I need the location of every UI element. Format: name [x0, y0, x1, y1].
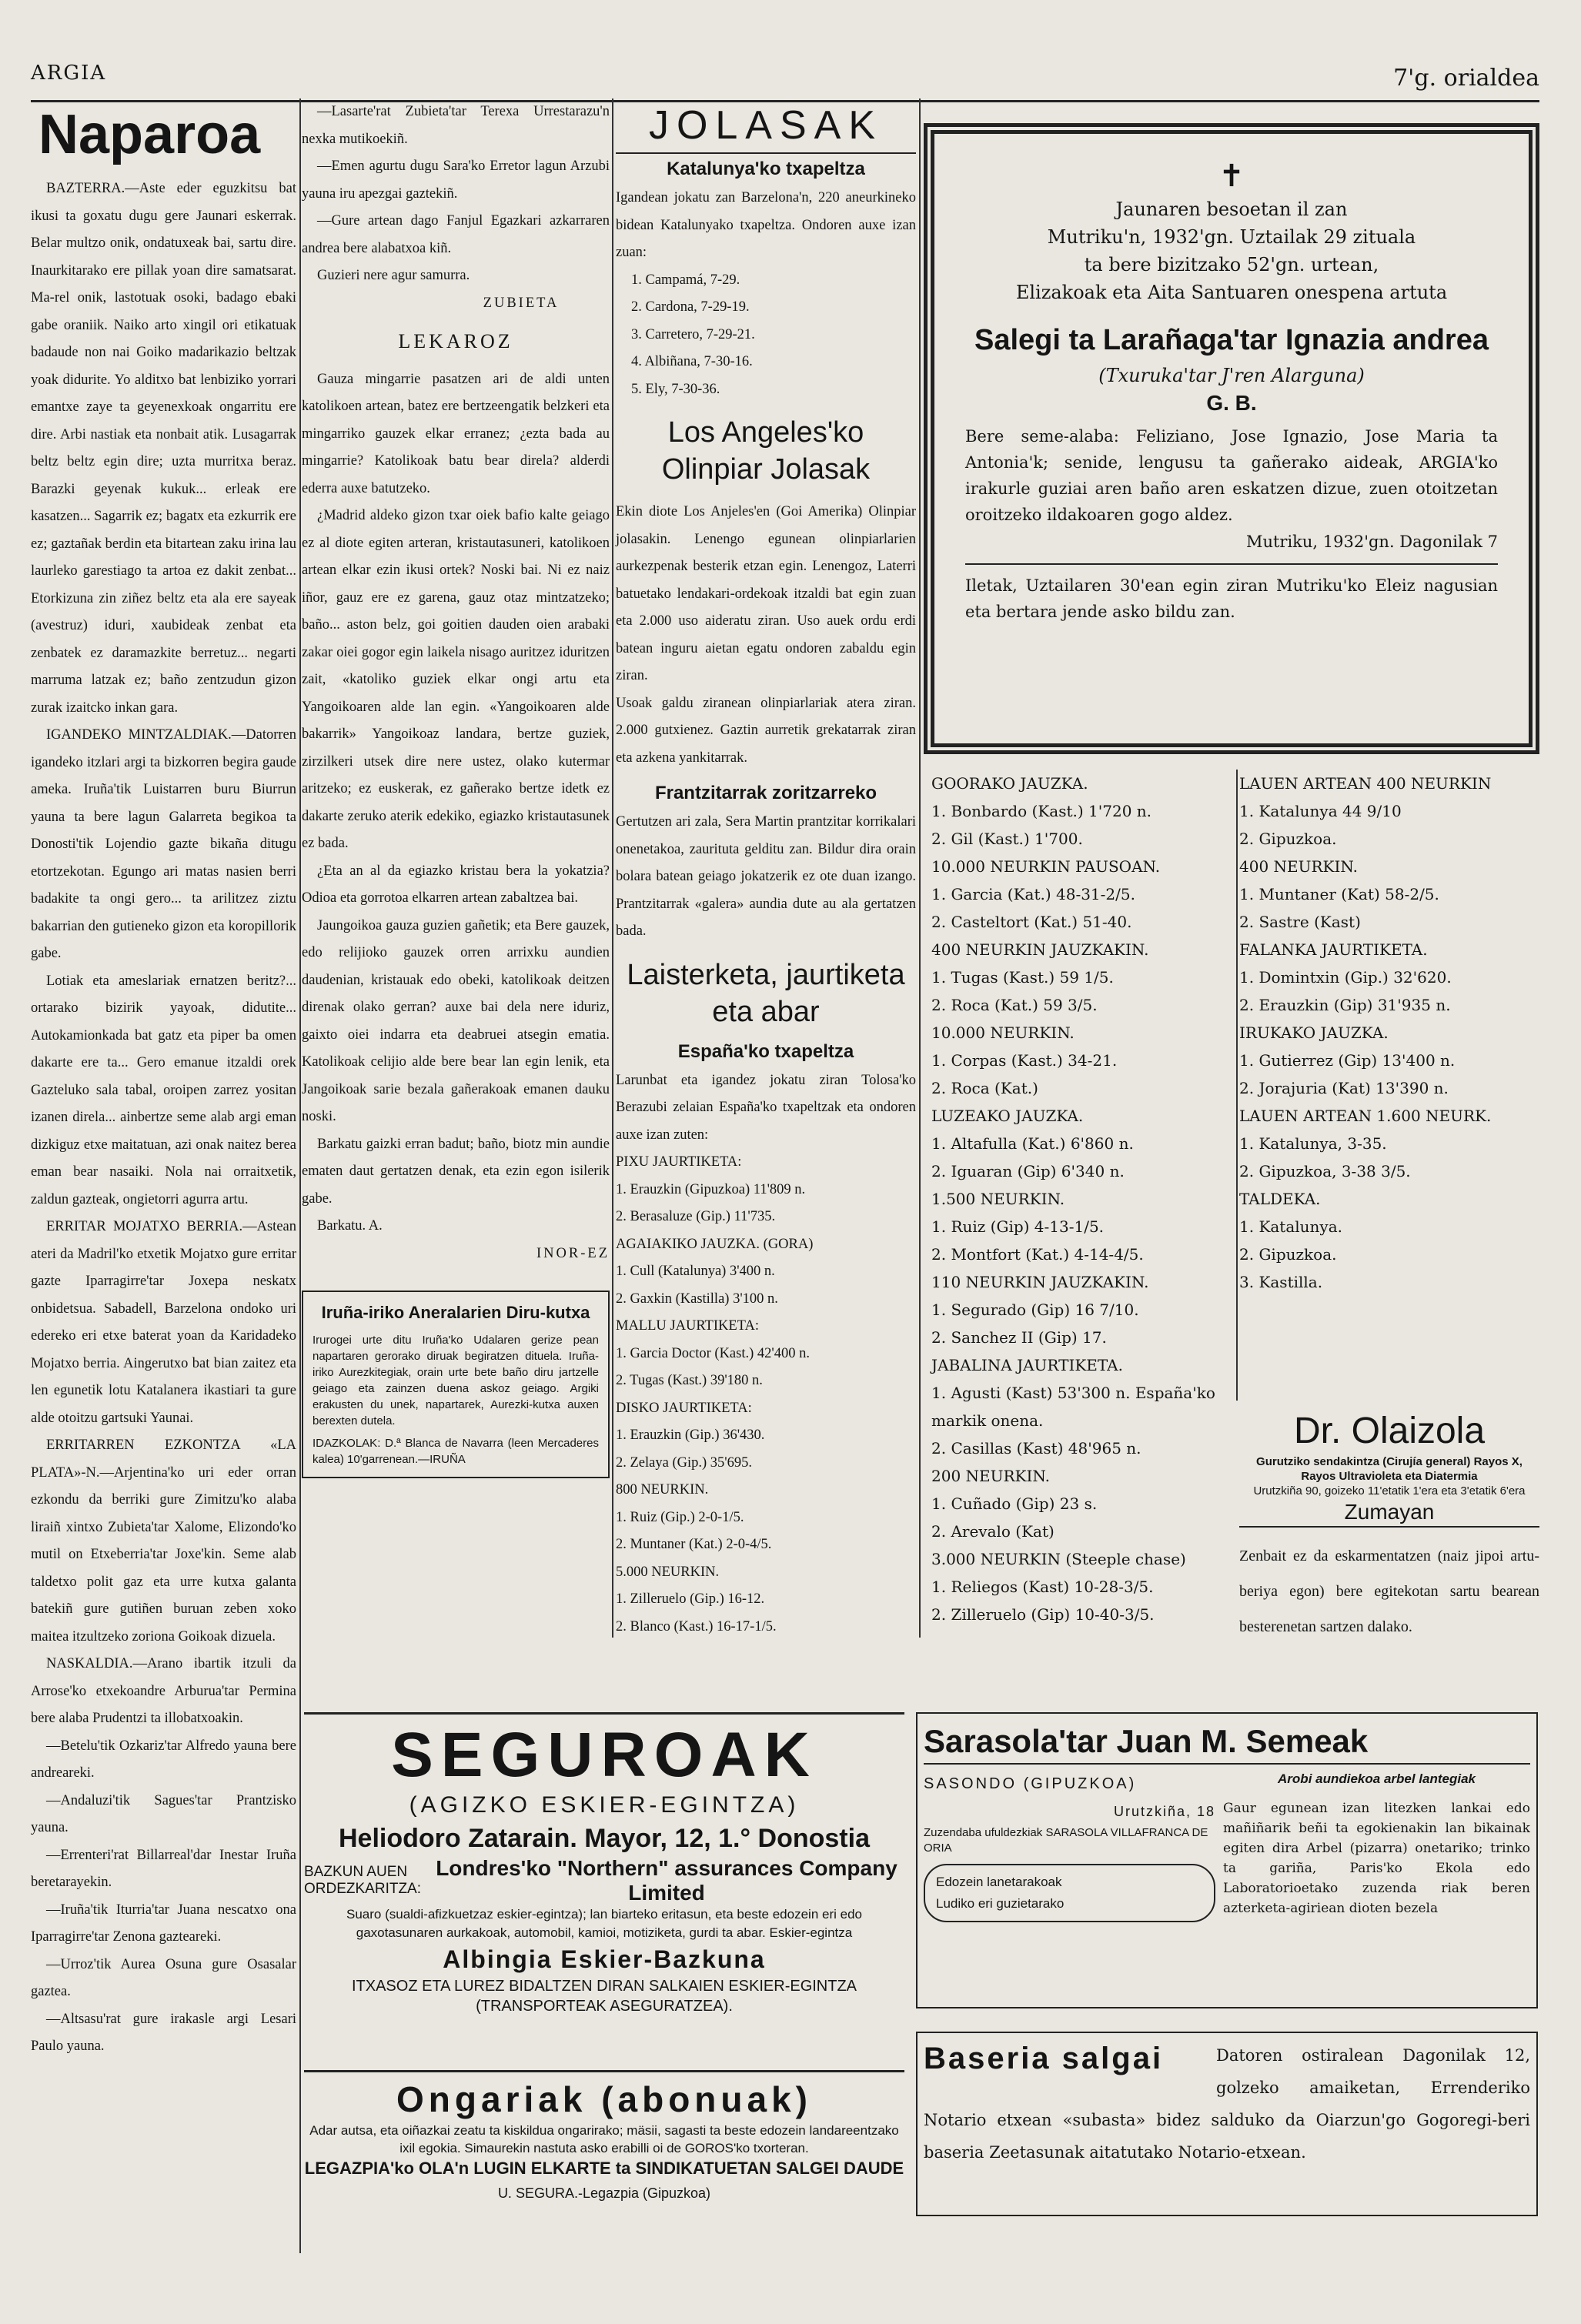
ad-agent: Heliodoro Zatarain. Mayor, 12, 1.° Donostia	[339, 1824, 870, 1853]
ad-title: SEGUROAK	[391, 1720, 817, 1790]
memorial-line: Elizakoak eta Aita Santuaren onespena artuta	[1015, 282, 1448, 303]
subheading: Los Angeles'ko Olinpiar Jolasak	[661, 416, 871, 486]
result-line: FALANKA JAURTIKETA.	[1239, 940, 1428, 959]
section-title: Naparoa	[38, 104, 261, 165]
result-line: 1. Erauzkin (Gipuzkoa) 11'809 n.	[616, 1181, 806, 1197]
ad-subtitle: (AGIZKO ESKIER-EGINTZA)	[409, 1792, 800, 1818]
ad-body: Datoren ostiralean Dagonilak 12, golzeko amaiketan, Errenderiko Notario etxean «subasta» bidez salduko da Oiarzun'go Gogoregi-beri baseria Zeetasunak aitatutako Notario-etxean.	[924, 2046, 1530, 2162]
box-text: Irurogei urte ditu Iruña'ko Udalaren gerize pean napartaren gerorako diruak begiratzen dituela. Iruña-iriko Aurezkitegiak, orain urte bete baño diru jartzelle geiago eta zainzen duena askoz geiago. Argiki erakusten du unek, napartarek, Aurezki-kutxa auxen berexten dutela.	[313, 1334, 599, 1427]
paragraph: —Betelu'tik Ozkariz'tar Alfredo yauna bere andreareki.	[31, 1738, 296, 1781]
result-line: 3. Kastilla.	[1239, 1273, 1323, 1291]
result-line: 2. Sastre (Kast)	[1239, 913, 1361, 931]
result-line: 1. Erauzkin (Gip.) 36'430.	[616, 1427, 765, 1443]
result-line: 10.000 NEURKIN PAUSOAN.	[931, 857, 1161, 876]
result-line: 1. Garcia (Kat.) 48-31-2/5.	[931, 885, 1135, 903]
result-line: JABALINA JAURTIKETA.	[931, 1356, 1123, 1374]
results-left	[931, 770, 1232, 1628]
result-line: 2. Zilleruelo (Gip) 10-40-3/5.	[931, 1605, 1155, 1624]
result-line: 1. Bonbardo (Kast.) 1'720 n.	[931, 802, 1152, 820]
result-line: 1. Altafulla (Kat.) 6'860 n.	[931, 1134, 1134, 1153]
cross-icon: ✝	[1218, 159, 1245, 194]
result-line: 2. Montfort (Kat.) 4-14-4/5.	[931, 1245, 1144, 1264]
result-line: AGAIAKIKO JAUZKA. (GORA)	[616, 1236, 814, 1252]
result-line: LAUEN ARTEAN 1.600 NEURK.	[1239, 1107, 1492, 1125]
deceased-name: Salegi ta Larañaga'tar Ignazia andrea	[974, 324, 1489, 356]
ad-footer: ITXASOZ ETA LUREZ BIDALTZEN DIRAN SALKAIEN ESKIER-EGINTZA (TRANSPORTEAK ASEGURATZEA).	[351, 1978, 857, 2015]
result-line: 400 NEURKIN JAUZKAKIN.	[931, 940, 1149, 959]
result-line: 1. Segurado (Gip) 16 7/10.	[931, 1301, 1139, 1319]
deceased-subtitle: (Txuruka'tar J'ren Alarguna)	[1098, 365, 1365, 386]
article-body	[302, 366, 610, 1240]
subheading: España'ko txapeltza	[677, 1040, 854, 1062]
ad-ribbon	[924, 1864, 1215, 1922]
ad-title: Dr. Olaizola	[1293, 1411, 1486, 1451]
result-line: 2. Berasaluze (Gip.) 11'735.	[616, 1209, 776, 1224]
result-line: 1. Katalunya.	[1239, 1217, 1343, 1236]
paragraph: Igandean jokatu zan Barzelona'n, 220 aneurkineko bidean Katalunyako txapeltza. Ondoren auxe izan zuan:	[616, 190, 916, 260]
ad-city: Zumayan	[1239, 1498, 1539, 1528]
ad-street: Urutzkiña, 18	[1113, 1803, 1216, 1819]
paragraph: BAZTERRA.—Aste eder eguzkitsu bat ikusi ta goxatu dugu gere Jaunari eskerrak. Belar multzo onik, ondatuxeak bai, sartu dire. Inaurkitarako ere pillak yoan dire samatsarat. Ma-rel onik, lastotuak osoki, badago ebaki gabe oraniik. Naiko arto xingil ori etikatuak badaude non nai Goiko madarikazio beltzak yoak didurite. Yo alditxo bat lenbiziko yorrari emantxe zaye ta geyenexkoak ongarritu ere dire. Arbi nastiak eta nonbait atik. Lusagarrak beltz beltz egin dire; uzta murritxa beraz. Barazki geyenak kukuk... erleak ere kasatzen... Sagarrik ez; bagatx eta ezkurrik ere ez; gaztañak berdin eta bitartean zaku irina lau laurleko garestiago ta artoa ez dakit zenbat... Etorkizuna zin ziñez beltz eta ala ere sayeak (avestruz) iduri, xaubideak zenbat eta zenbatek ez daramazkite berretuz... negarti marruma latzak ez; baño zentzudun gizon zurak izaitcko inkan gara.	[31, 181, 296, 716]
ad-baseria	[916, 2032, 1538, 2216]
ad-ribbon-1: Edozein lanetarakoak	[936, 1875, 1062, 1889]
paragraph: Usoak galdu ziranean olinpiarlariak atera ziran. 2.000 gutxienez. Gaztin aurretik grekatarrak ziran eta azkena yankitarrak.	[616, 695, 916, 766]
ad-right	[1223, 1771, 1530, 1922]
result-line: 200 NEURKIN.	[931, 1467, 1050, 1485]
ad-desc: Suaro (sualdi-afizkuetzaz eskier-egintza); lan biarteko eritasun, eta beste edozein eri edo gaxotasunaren aurkakoak, automobil, kamioi, motiziketa, gurdi ta abar. Eskier-egintza	[346, 1907, 862, 1940]
box-address: IDAZKOLAK: D.ª Blanca de Navarra (leen Mercaderes kalea) 10'garrenean.—IRUÑA	[313, 1437, 599, 1466]
paragraph: Ekin diote Los Anjeles'en (Goi Amerika) Olinpiar jolasakin. Lenengo egunean olinpiarlarien aurkezpenak besterik etzan egin. Lenengoz, Laterri batuetako lendakari-ordekoak itzaldi bat egin zuan eta 2.000 uso aideratu ziran. Uso auek ordu erdi batean inguru aietan egatu ondoren zabaldu egin ziran.	[616, 504, 916, 683]
result-line: 1. Reliegos (Kast) 10-28-3/5.	[931, 1578, 1154, 1596]
result-line: 1. Zilleruelo (Gip.) 16-12.	[616, 1591, 765, 1607]
paragraph: —Gure artean dago Fanjul Egazkari azkarraren andrea bere alabatxoa kiñ.	[302, 213, 610, 256]
ad-right-body: Gaur egunean izan litezken lankai edo mañiñarik beñi ta egokienakin lan bikainak egiten dira Arbel (pizarra) onetariko; trinko ta gariña, Paris'ko Ekola edo Laboratorioetako zuzenda riak beren azterketa-agiriean dioten bezela	[1223, 1801, 1530, 1916]
ad-company-row	[304, 1856, 904, 1905]
result-line: 2. Tugas (Kast.) 39'180 n.	[616, 1373, 763, 1388]
result-line: 1. Ruiz (Gip) 4-13-1/5.	[931, 1217, 1105, 1236]
ad-olaizola	[1239, 1408, 1539, 1639]
result-line: 800 NEURKIN.	[616, 1482, 709, 1498]
paragraph: Lotiak eta ameslariak ernatzen beritz?... ortarako bizirik yayoak, didutite... Autokamionkada bat gatz eta piper ba omen dakarte ere ta... Gero emanue itzaldi orek Gazteluko sala tabal, oroipen zarrez yositan izanen direla... ainbertze seme alab argi eman dizkiguz etxe maitatuan, azi onak naitez berea eman bear nasaiki. Nola nai orraitxetik, zaldun gazteak, ongietorri agurra artu.	[31, 973, 296, 1207]
result-line: 1. Muntaner (Kat) 58-2/5.	[1239, 885, 1439, 903]
result-line: LUZEAKO JAUZKA.	[931, 1107, 1084, 1125]
column-jolasak	[616, 99, 916, 1634]
ad-place: SASONDO (GIPUZKOA)	[924, 1775, 1137, 1792]
paragraph: Gauza mingarrie pasatzen ari de aldi unten katolikoen artean, batez ere bertzeengatik belzkeri eta mingarriko gauzek elkar erranez; ¿ezta bada au mingarrie? Katolikoak batu bear direla? alderdi ederra auxe batutzeko.	[302, 371, 610, 496]
ad-ongariak	[304, 2070, 904, 2254]
paragraph: —Errenteri'rat Billarreal'dar Inestar Iruña beretarayekin.	[31, 1847, 296, 1890]
ad-company: Londres'ko "Northern" assurances Company Limited	[436, 1856, 897, 1905]
result-line: 2. Gaxkin (Kastilla) 3'100 n.	[616, 1291, 778, 1307]
date: Mutriku, 1932'gn. Dagonilak 7	[1245, 533, 1498, 551]
article-body	[302, 99, 610, 290]
memorial-line: ta bere bizitzako 52'gn. urtean,	[1084, 254, 1379, 275]
paragraph: —Andaluzi'tik Sagues'tar Prantzisko yauna.	[31, 1792, 296, 1835]
paragraph: —Iruña'tik Iturria'tar Juana nescatxo ona Iparragirre'tar Zenona gazteareki.	[31, 1902, 296, 1945]
ad-body: Adar autsa, eta oiñazkai zeatu ta kiskildua ongarirako; mäsii, sagasti ta beste edozein landareentzako ixil egokia. Simaurekin nastuta asko erabilli oi de GOROS'ko txorteran.	[309, 2123, 899, 2155]
ad-desc: Gurutziko sendakintza (Cirujía general) Rayos X, Rayos Ultravioleta eta Diatermia	[1256, 1455, 1523, 1483]
result-line: 1. Katalunya 44 9/10	[1239, 802, 1402, 820]
result-line: 10.000 NEURKIN.	[931, 1023, 1075, 1042]
paragraph: IGANDEKO MINTZALDIAK.—Datorren igandeko itzlari argi ta bizkorren begira gaude ameka. Iruña'tik Luistarren buru Biurrun yauna ta bere lagun Galarreta begikoa ta Donosti'tik Lojendio gazte bikaña ditugu etortzekotan. Egungo ari matas nasien berri badakite ta ongi gero... ta arilitzez ziztu bakarrian den gutieneko gizon eta koropillorik gabe.	[31, 727, 296, 961]
result-line: 1. Campamá, 7-29.	[631, 272, 740, 288]
subheading: Frantzitarrak zoritzarreko	[654, 783, 877, 803]
ad-ribbon-2: Ludiko eri guzietarako	[936, 1896, 1065, 1911]
result-line: 2. Muntaner (Kat.) 2-0-4/5.	[616, 1537, 772, 1552]
result-line: 2. Zelaya (Gip.) 35'695.	[616, 1454, 752, 1471]
result-line: 3. Carretero, 7-29-21.	[631, 326, 755, 342]
paragraph: Barkatu gaizki erran badut; baño, biotz min aundie ematen daut gertatzen denak, eta ezin egon isilerik gabe.	[302, 1136, 610, 1207]
ad-left	[924, 1771, 1215, 1922]
subheading: Laisterketa, jaurtiketa eta abar	[627, 958, 905, 1028]
paragraph: —Altsasu'rat gure irakasle argi Lesari Paulo yauna.	[31, 2011, 296, 2054]
result-line: 1.500 NEURKIN.	[931, 1190, 1065, 1208]
signature: ZUBIETA	[483, 295, 560, 311]
ad-address: Urutzkiña 90, goizeko 11'etatik 1'era eta 3'etatik 6'era	[1253, 1484, 1526, 1498]
result-line: PIXU JAURTIKETA:	[616, 1154, 742, 1170]
column-rule	[919, 99, 921, 1638]
article-body	[31, 175, 296, 2061]
result-line: TALDEKA.	[1239, 1190, 1321, 1208]
result-line: 1. Corpas (Kast.) 34-21.	[931, 1051, 1118, 1070]
paragraph: Larunbat eta igandez jokatu ziran Tolosa'ko Berazubi zelaian España'ko txapeltzak eta ondoren auxe izan zuten:	[616, 1072, 916, 1143]
paragraph: ERRITAR MOJATXO BERRIA.—Astean ateri da Madril'ko etxetik Mojatxo gure erritar gazte Iparragirre'tar Joxepa neskatx onbidetsua. Sabadell, Barzelona ondoko uri edereko eri etxe baterat yoan da Karidadeko Mojatxo berria. Aingerutxo bat bian zaitez eta len egunetik lotu Katalanera ikastiari ta gure alde otoitzu gartsuki Yaunai.	[31, 1219, 296, 1426]
result-line: 2. Roca (Kat.)	[931, 1079, 1038, 1097]
rip: G. B.	[1206, 391, 1257, 415]
results-list	[616, 267, 916, 404]
result-line: 2. Roca (Kat.) 59 3/5.	[931, 996, 1098, 1014]
result-line: 1. Gutierrez (Gip) 13'400 n.	[1239, 1051, 1456, 1070]
ad-bazkun-label: BAZKUN AUEN ORDEZKARITZA:	[304, 1864, 422, 1897]
result-line: 2. Casillas (Kast) 48'965 n.	[931, 1439, 1141, 1458]
result-line: 2. Gipuzkoa.	[1239, 1245, 1337, 1264]
paragraph: Jaungoikoa gauza guzien gañetik; eta Bere gauzek, edo relijioko gauzek orren arrixku aundien daudenian, kristauak edo obeki, katolikoak deitzen direnak olako gerran? auxe bai dela nere iduriz, gaixto oiei indarra eta deabruei atsegin ematia. Katolikoak celijio alde bere bear lan egin lenik, eta Jangoikoak sarie bezala gañerakoak emanen dauku noski.	[302, 917, 610, 1124]
ad-seguroak	[304, 1712, 904, 2052]
ad-right-title: Arobi aundiekoa arbel lantegiak	[1278, 1771, 1476, 1786]
section-title: JOLASAK	[616, 99, 916, 154]
results-list	[616, 1149, 916, 1641]
memorial-line: Mutriku'n, 1932'gn. Uztailak 29 zituala	[1047, 226, 1416, 248]
result-line: 1. Cuñado (Gip) 23 s.	[931, 1494, 1098, 1513]
paragraph: ¿Eta an al da egiazko kristau bera la yokatzia? Odioa eta gorrotoa elkarren artean zabaltzea bai.	[302, 863, 610, 906]
ad-content	[924, 1771, 1530, 1922]
column-rule	[612, 99, 613, 1638]
result-line: 5. Ely, 7-30-36.	[631, 381, 720, 397]
paragraph: —Urroz'tik Aurea Osuna gure Osasalar gaztea.	[31, 1956, 296, 1999]
result-line: 2. Sanchez II (Gip) 17.	[931, 1328, 1107, 1347]
result-line: 110 NEURKIN JAUZKAKIN.	[931, 1273, 1149, 1291]
column-naparoa	[31, 99, 296, 2292]
result-line: 2. Blanco (Kast.) 16-17-1/5.	[616, 1618, 777, 1634]
ad-body: Zenbait ez da eskarmentatzen (naiz jipoi artu-beriya egon) bere egitekotan sartu bearean besterenetan sartzen dalako.	[1239, 1548, 1539, 1635]
page-header	[31, 15, 1539, 92]
memorial-lines	[965, 195, 1498, 306]
signature: INOR-EZ	[536, 1245, 610, 1261]
result-line: 2. Erauzkin (Gip) 31'935 n.	[1239, 996, 1451, 1014]
ad-sarasola	[916, 1712, 1538, 2008]
result-line: 2. Gipuzkoa.	[1239, 830, 1337, 848]
column-rule	[299, 99, 301, 2253]
result-line: 1. Agusti (Kast) 53'300 n. España'ko markik onena.	[931, 1384, 1215, 1430]
result-line: 1. Domintxin (Gip.) 32'620.	[1239, 968, 1452, 987]
paragraph: —Lasarte'rat Zubieta'tar Terexa Urrestarazu'n nexka mutikoekiñ.	[302, 104, 610, 147]
result-line: 2. Cardona, 7-29-19.	[631, 299, 750, 315]
result-line: IRUKAKO JAUZKA.	[1239, 1023, 1389, 1042]
funeral-text: Iletak, Uztailaren 30'ean egin ziran Mutriku'ko Eleiz nagusian eta bertara jende asko bildu zan.	[965, 563, 1498, 625]
paragraph: Barkatu. A.	[317, 1218, 383, 1234]
result-line: 2. Iguaran (Gip) 6'340 n.	[931, 1162, 1125, 1180]
result-line: MALLU JAURTIKETA:	[616, 1318, 759, 1334]
paragraph: —Emen agurtu dugu Sara'ko Erretor lagun Arzubi yauna iru apezgai gaztekiñ.	[302, 159, 610, 202]
result-line: LAUEN ARTEAN 400 NEURKIN	[1239, 774, 1492, 793]
result-line: 1. Tugas (Kast.) 59 1/5.	[931, 968, 1114, 987]
ad-footer: U. SEGURA.-Legazpia (Gipuzkoa)	[497, 2185, 711, 2201]
paragraph: NASKALDIA.—Arano ibartik itzuli da Arrose'ko etxekoandre Arburua'tar Permina bere alaba Prudentzi ta illobatxoakin.	[31, 1656, 296, 1726]
ad-company2: Albingia Eskier-Bazkuna	[443, 1945, 766, 1973]
result-line: 1. Katalunya, 3-35.	[1239, 1134, 1387, 1153]
ad-branch: Zuzendaba ufuldezkiak SARASOLA VILLAFRANCA DE ORIA	[924, 1826, 1208, 1855]
result-line: 5.000 NEURKIN.	[616, 1564, 720, 1580]
result-line: 2. Jorajuria (Kat) 13'390 n.	[1239, 1079, 1449, 1097]
masthead: ARGIA	[31, 62, 107, 85]
result-line: 1. Cull (Katalunya) 3'400 n.	[616, 1264, 775, 1279]
memorial-notice	[924, 123, 1539, 754]
result-line: 1. Garcia Doctor (Kast.) 42'400 n.	[616, 1345, 810, 1361]
result-line: 4. Albiñana, 7-30-16.	[631, 354, 753, 369]
paragraph: Guzieri nere agur samurra.	[317, 268, 470, 283]
result-line: 400 NEURKIN.	[1239, 857, 1358, 876]
memorial-line: Jaunaren besoetan il zan	[1115, 199, 1348, 220]
paragraph: ¿Madrid aldeko gizon txar oiek bafio kalte geiago ez al diote egiten arteran, kristautasuneri, katolikoen artean elkar ezin ikusi ortek? Noski bai. Ni ez naiz iñor, gauz ere ez garena, gauz otaz mintzatzeko; baño... aston belz, goi goitien dauden oien arabaki zakar oiei gogor egin laikela nisago auritzez iduritzen zait, «katoliko guziek elkar ongi artu eta Yangoikoaren alde lan egin. «Yangoikoaren alde bakarrik» Yangoikoaz landara, bertze guziek, zirzilkeri utsek dire nere ustez, olako kutermar aritzeko; ez euskerak, ez gañerako bertze idetk ez dakarte zeruko aterik edekiko, egiazko kristautasunek ez bada.	[302, 508, 610, 851]
result-line: GOORAKO JAUZKA.	[931, 774, 1088, 793]
result-line: 2. Casteltort (Kat.) 51-40.	[931, 913, 1132, 931]
result-line: 2. Gil (Kast.) 1'700.	[931, 830, 1083, 848]
ad-title: Sarasola'tar Juan M. Semeak	[924, 1720, 1530, 1765]
ad-title: Ongariak (abonuak)	[396, 2079, 812, 2119]
savings-bank-box	[302, 1291, 610, 1478]
page-number: 7'g. orialdea	[1393, 65, 1539, 92]
result-line: 1. Ruiz (Gip.) 2-0-1/5.	[616, 1509, 744, 1525]
result-line: DISKO JAURTIKETA:	[616, 1400, 752, 1416]
paragraph: Gertutzen ari zala, Sera Martin prantzitar korrikalari onenetakoa, zaurituta gelditu zan. Bildur dira orain bolara batean geiago jokatzerik ez ote duan izango. Prantzitarrak «galera» aundia dute au ala gertatzen bada.	[616, 814, 916, 939]
subheading: Katalunya'ko txapeltza	[667, 159, 865, 179]
column-2	[302, 99, 610, 1476]
family-text: Bere seme-alaba: Feliziano, Jose Ignazio, Jose Maria ta Antonia'k; senide, lengusu ta gañerako aideak, ARGIA'ko irakurle guziai aren baño aren eskatzen dizue, zuen otoitzetan oroitzeko ildakoaren gogo aldez.	[965, 427, 1498, 524]
result-line: 2. Gipuzkoa, 3-38 3/5.	[1239, 1162, 1411, 1180]
results-right	[1239, 770, 1539, 1296]
paragraph: ERRITARREN EZKONTZA «LA PLATA»-N.—Arjentina'ko uri eder orran ezkondu da berriki gure Zimitzu'ko alaba liraiñ xintxo Zubieta'tar Xalome, Elizondo'ko mutil on Etxeberria'tar Joxe'kin. Seme alab taldetxo polit gaz eta urre kutxa galanta batekiñ gure gutiñen buruan zeben xoko maitea itzultzeko zoriona Goikoak dizuela.	[31, 1437, 296, 1644]
result-line: 3.000 NEURKIN (Steeple chase)	[931, 1550, 1186, 1568]
ad-company: LEGAZPIA'ko OLA'n LUGIN ELKARTE ta SINDIKATUETAN SALGEI DAUDE	[304, 2159, 904, 2178]
box-title: Iruña-iriko Aneralarien Diru-kutxa	[321, 1303, 590, 1322]
result-line: 2. Arevalo (Kat)	[931, 1522, 1055, 1541]
ad-title: Baseria salgai	[924, 2042, 1164, 2075]
section-title: LEKAROZ	[398, 330, 513, 352]
